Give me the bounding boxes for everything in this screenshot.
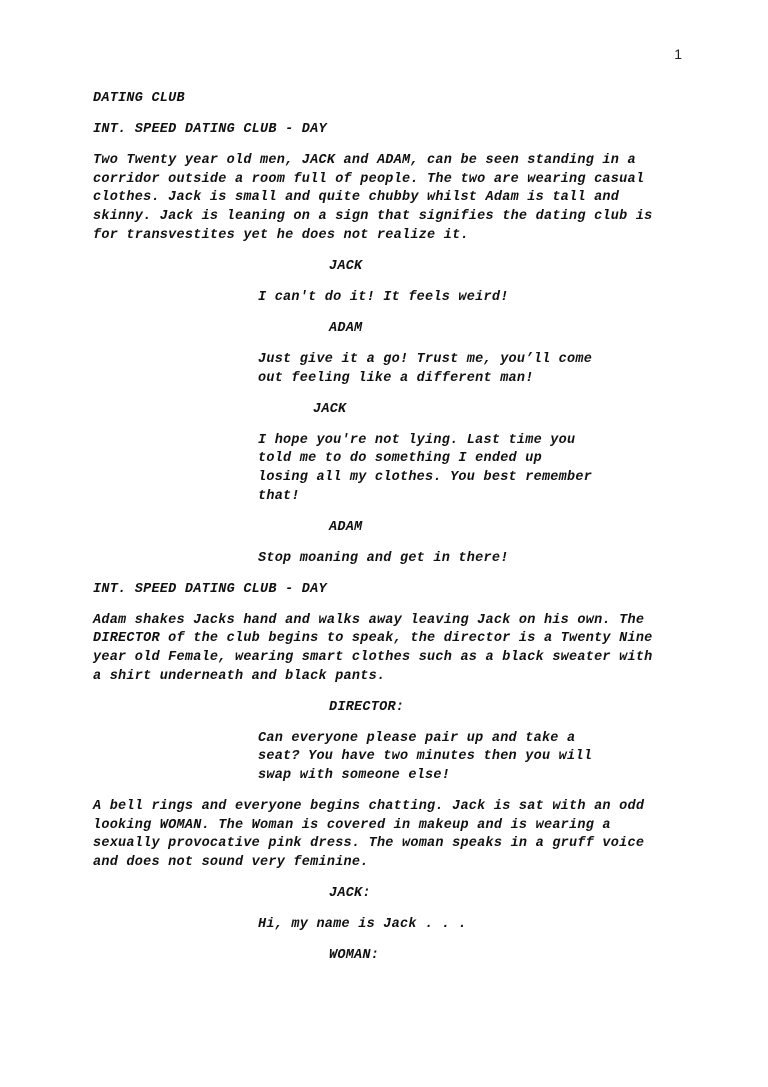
action-line: sexually provocative pink dress. The woman speaks in a gruff voice bbox=[93, 836, 645, 852]
action-line: a shirt underneath and black pants. bbox=[93, 668, 386, 684]
action-line: skinny. Jack is leaning on a sign that signifies the dating club is bbox=[93, 208, 653, 224]
scene-heading: INT. SPEED DATING CLUB - DAY bbox=[93, 122, 327, 138]
action-block bbox=[93, 798, 673, 872]
action-line: year old Female, wearing smart clothes such as a black sweater with bbox=[93, 650, 653, 666]
action-block bbox=[93, 152, 673, 245]
screenplay-body bbox=[93, 90, 693, 978]
character-name: JACK: bbox=[329, 886, 371, 901]
scene-heading: INT. SPEED DATING CLUB - DAY bbox=[93, 581, 327, 597]
action-line: DIRECTOR of the club begins to speak, the director is a Twenty Nine bbox=[93, 631, 653, 647]
dialogue-line: I hope you're not lying. Last time you bbox=[258, 432, 576, 448]
dialogue-line: Just give it a go! Trust me, you’ll come bbox=[258, 351, 593, 367]
dialogue-block bbox=[258, 916, 608, 935]
action-line: clothes. Jack is small and quite chubby whilst Adam is tall and bbox=[93, 190, 620, 206]
dialogue-block bbox=[258, 289, 608, 308]
dialogue-line: swap with someone else! bbox=[258, 768, 451, 784]
action-line: looking WOMAN. The Woman is covered in makeup and is wearing a bbox=[93, 817, 611, 833]
dialogue-block bbox=[258, 432, 608, 506]
character-name: JACK bbox=[329, 258, 363, 274]
character-name: WOMAN: bbox=[329, 948, 380, 964]
character-name: ADAM bbox=[329, 519, 363, 535]
character-name: JACK bbox=[313, 401, 347, 417]
action-line: Adam shakes Jacks hand and walks away leaving Jack on his own. The bbox=[93, 612, 645, 628]
dialogue-line: I can't do it! It feels weird! bbox=[258, 289, 509, 305]
action-line: and does not sound very feminine. bbox=[93, 854, 369, 870]
dialogue-line: Stop moaning and get in there! bbox=[258, 550, 509, 566]
character-name: DIRECTOR: bbox=[329, 699, 405, 715]
dialogue-block bbox=[258, 550, 608, 569]
action-line: Two Twenty year old men, JACK and ADAM, can be seen standing in a bbox=[93, 153, 636, 169]
dialogue-line: Can everyone please pair up and take a bbox=[258, 730, 576, 746]
action-line: corridor outside a room full of people. The two are wearing casual bbox=[93, 171, 645, 187]
dialogue-line: out feeling like a different man! bbox=[258, 370, 534, 386]
dialogue-line: seat? You have two minutes then you will bbox=[258, 749, 593, 765]
action-block bbox=[93, 612, 673, 686]
screenplay-title: DATING CLUB bbox=[93, 91, 185, 106]
dialogue-line: losing all my clothes. You best remember bbox=[258, 469, 593, 485]
character-name: ADAM bbox=[329, 320, 363, 336]
page-number: 1 bbox=[674, 46, 682, 62]
action-line: A bell rings and everyone begins chatting. Jack is sat with an odd bbox=[93, 799, 645, 815]
dialogue-line: Hi, my name is Jack . . . bbox=[258, 917, 467, 933]
action-line: for transvestites yet he does not realize it. bbox=[93, 227, 469, 243]
dialogue-line: told me to do something I ended up bbox=[258, 451, 542, 467]
dialogue-block bbox=[258, 351, 608, 388]
dialogue-block bbox=[258, 730, 608, 786]
dialogue-line: that! bbox=[258, 488, 300, 504]
